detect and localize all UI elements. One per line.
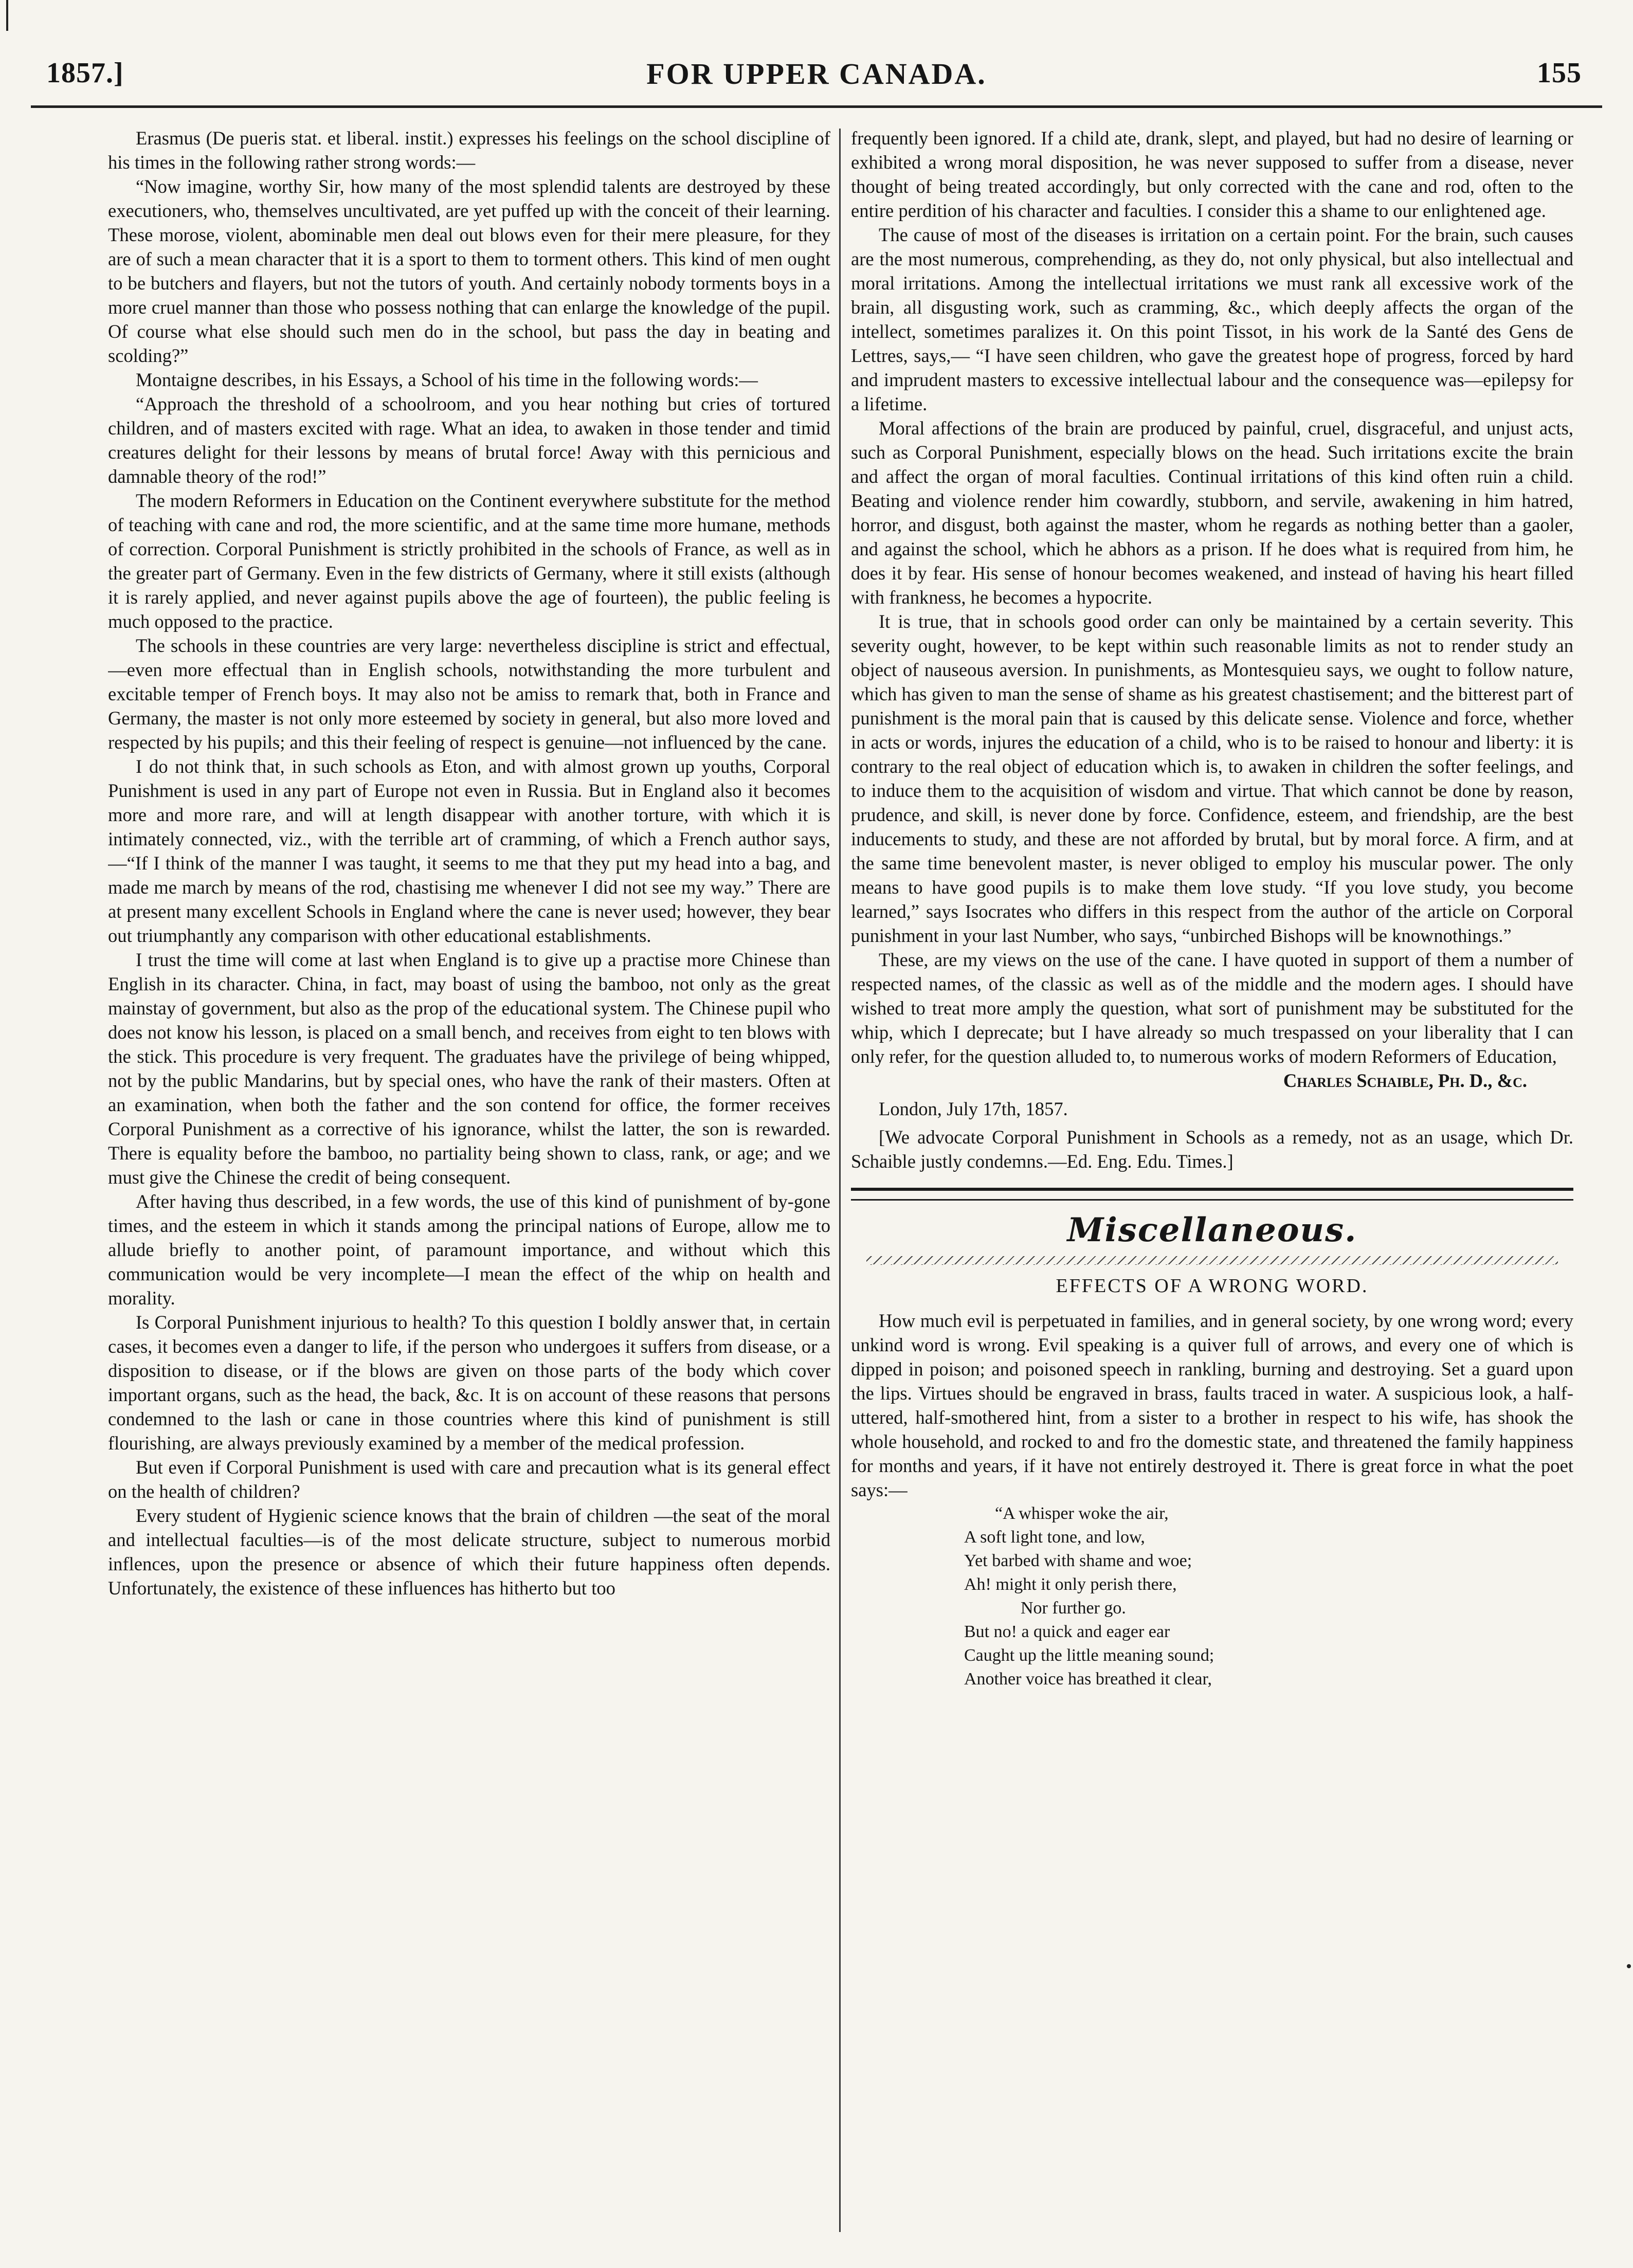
letter-dateline: London, July 17th, 1857. bbox=[879, 1098, 1068, 1119]
poem-line: “A whisper woke the air, bbox=[995, 1504, 1169, 1523]
paragraph: “Now imagine, worthy Sir, how many of the most splendid talents are destroyed by these executioners, who, themselves uncultivated, are yet puffed up with the conceit of their learning. These morose, violent, abominable men deal out blows even for their mere pleasure, for they are of such a mean character that it is a sport to them to torment others. This kind of men ought to be butchers and flayers, but not the tutors of youth. And certainly nobody torments boys in a more cruel manner than those who possess nothing that can enlarge the knowledge of the pupil. Of course what else should such men do in the school, but pass the day in beating and scolding?” bbox=[108, 176, 830, 366]
paragraph: frequently been ignored. If a child ate, drank, slept, and played, but had no desire of learning or exhibited a wrong moral disposition, he was never supposed to suffer from a disease, never thought of being treated accordingly, but only corrected with the cane and rod, often to the entire perdition of his character and faculties. I consider this a shame to our enlightened age. bbox=[851, 128, 1573, 221]
paragraph: Montaigne describes, in his Essays, a School of his time in the following words:— bbox=[136, 369, 758, 390]
paragraph: “Approach the threshold of a schoolroom, and you hear nothing but cries of tortured children, and of masters excited with rage. What an idea, to awaken in those tender and timid creatures delight for their lessons by means of brutal force! Away with this pernicious and damnable theory of the rod!” bbox=[108, 393, 830, 487]
paragraph: After having thus described, in a few words, the use of this kind of punishment of by-gone times, and the esteem in which it stands among the principal nations of Europe, allow me to allude briefly to another point, of paramount importance, and without which this communication would be very incomplete—I mean the effect of the whip on health and morality. bbox=[108, 1191, 830, 1309]
poem-line: Caught up the little meaning sound; bbox=[964, 1646, 1214, 1665]
paragraph: The modern Reformers in Education on the Continent everywhere substitute for the method of teaching with cane and rod, the more scientific, and at the same time more humane, methods of correction. Corporal Punishment is strictly prohibited in the schools of France, as well as in the greater part of Germany. Even in the few districts of Germany, where it still exists (although it is rarely applied, and never against pupils above the age of fourteen), the public feeling is much opposed to the practice. bbox=[108, 490, 830, 632]
page-header bbox=[31, 47, 1602, 104]
poem-line: But no! a quick and eager ear bbox=[964, 1622, 1170, 1641]
header-year: 1857.] bbox=[46, 57, 124, 89]
poem-line: Yet barbed with shame and woe; bbox=[964, 1551, 1192, 1570]
poem-line: Nor further go. bbox=[1021, 1599, 1126, 1618]
header-rule bbox=[31, 105, 1602, 108]
poem-line: Ah! might it only perish there, bbox=[964, 1575, 1177, 1594]
poem bbox=[964, 1502, 1573, 1691]
page-number: 155 bbox=[1537, 57, 1582, 89]
paragraph: But even if Corporal Punishment is used with care and precaution what is its general effect on the health of children? bbox=[108, 1457, 830, 1502]
poem-line: Another voice has breathed it clear, bbox=[964, 1670, 1212, 1689]
paragraph: The schools in these countries are very large: nevertheless discipline is strict and effectual,—even more effectual than in English schools, notwithstanding the more turbulent and excitable temper of French boys. It may also not be amiss to remark that, both in France and Germany, the master is not only more esteemed by society in general, but also more loved and respected by his pupils; and this their feeling of respect is genuine—not influenced by the cane. bbox=[108, 635, 830, 753]
section-rule bbox=[851, 1188, 1573, 1201]
paragraph: Is Corporal Punishment injurious to health? To this question I boldly answer that, in certain cases, it becomes even a danger to life, if the person who undergoes it suffers from disease, or a disposition to disease, or if the blows are given on those parts of the body which cover important organs, such as the head, the back, &c. It is on account of these reasons that persons condemned to the lash or cane in those countries where this kind of punishment is still flourishing, are always previously examined by a member of the medical profession. bbox=[108, 1312, 830, 1454]
right-column bbox=[851, 126, 1573, 2232]
margin-mark bbox=[6, 0, 8, 31]
column-divider bbox=[839, 129, 841, 2232]
paragraph: Moral affections of the brain are produced by painful, cruel, disgraceful, and unjust acts, such as Corporal Punishment, especially blows on the head. Such irritations excite the brain and affect the organ of moral faculties. Continual irritations of this kind often ruin a child. Beating and violence render him cowardly, stubborn, and servile, awakening in him hatred, horror, and disgust, both against the master, whom he regards as nothing better than a gaoler, and against the school, which he abhors as a prison. If he does what is required from him, he does it by fear. His sense of honour becomes weakened, and instead of having his heart filled with frankness, he becomes a hypocrite. bbox=[851, 418, 1573, 608]
paragraph: I trust the time will come at last when England is to give up a practise more Chinese than English in its character. China, in fact, may boast of using the bamboo, not only as the great mainstay of government, but also as the prop of the educational system. The Chinese pupil who does not know his lesson, is placed on a small bench, and receives from eight to ten blows with the stick. This procedure is very frequent. The graduates have the privilege of being whipped, not by the public Mandarins, but by special ones, who have the rank of their masters. Often at an examination, when both the father and the son contend for office, the former receives Corporal Punishment as a corrective of his ignorance, whilst the latter, the son is rewarded. There is equality before the bamboo, no partiality being shown to class, rank, or age; and we must give the Chinese the credit of being consequent. bbox=[108, 949, 830, 1188]
margin-dot bbox=[1627, 1964, 1631, 1968]
paragraph: It is true, that in schools good order can only be maintained by a certain severity. This severity ought, however, to be kept within such reasonable limits as not to render study an object of nauseous aversion. In punishments, as Montesquieu says, we ought to follow nature, which has given to man the sense of shame as his greatest chastisement; and the bitterest part of punishment is the moral pain that is caused by this delicate sense. Violence and force, whether in acts or words, injures the education of a child, who is to be raised to honour and liberty: it is contrary to the real object of education which is, to awaken in children the softer feelings, and to induce them to the acquisition of wisdom and virtue. That which cannot be done by reason, prudence, and skill, is never done by force. Confidence, esteem, and friendship, are the best inducements to study, and these are not afforded by brutal, but by moral force. A firm, and at the same time benevolent master, is never obliged to employ his muscular power. The only means to have good pupils is to make them love study. “If you love study, you become learned,” says Isocrates who differs in this respect from the author of the article on Corporal punishment in your last Number, who says, “unbirched Bishops will be knownothings.” bbox=[851, 611, 1573, 946]
paragraph: The cause of most of the diseases is irritation on a certain point. For the brain, such causes are the most numerous, comprehending, as they do, not only physical, but also intellectual and moral irritations. Among the intellectual irritations we must rank all excessive work of the brain, all disgusting work, such as cramming, &c., which deeply affects the organ of the intellect, sometimes paralizes it. On this point Tissot, in his work de la Santé des Gens de Lettres, says,— “I have seen children, who gave the greatest hope of progress, forced by hard and imprudent masters to excessive intellectual labour and the consequence was—epilepsy for a lifetime. bbox=[851, 224, 1573, 414]
editor-note: [We advocate Corporal Punishment in Schools as a remedy, not as an usage, which Dr. Schaible justly condemns.—Ed. Eng. Edu. Times.] bbox=[851, 1127, 1573, 1172]
letter-signature: Charles Schaible, Ph. D., &c. bbox=[1283, 1070, 1527, 1091]
left-column bbox=[108, 126, 830, 2232]
paragraph: These, are my views on the use of the cane. I have quoted in support of them a number of respected names, of the classic as well as of the middle and the modern ages. I should have wished to treat more amply the question, what sort of punishment may be substituted for the whip, which I deprecate; but I have already so much trespassed on your liberality that I can only refer, for the question alluded to, to numerous works of modern Reformers of Education, bbox=[851, 949, 1573, 1067]
article-title: EFFECTS OF A WRONG WORD. bbox=[1056, 1275, 1369, 1297]
poem-line: A soft light tone, and low, bbox=[964, 1528, 1145, 1547]
paragraph: I do not think that, in such schools as Eton, and with almost grown up youths, Corporal Punishment is used in any part of Europe not even in Russia. But in England also it becomes more and more rare, and will at length disappear with another torture, with which it is intimately connected, viz., with the terrible art of cramming, of which a French author says,—“If I think of the manner I was taught, it seems to me that they put my head into a bag, and made me march by means of the rod, chastising me whenever I did not see my way.” There are at present many excellent Schools in England where the cane is never used; however, they bear out triumphantly any comparison with other educational establishments. bbox=[108, 756, 830, 946]
paragraph: Every student of Hygienic science knows that the brain of children —the seat of the moral and intellectual faculties—is of the most delicate structure, subject to numerous morbid inflences, upon the presence or absence of which their future happiness often depends. Unfortunately, the existence of these influences has hitherto but too bbox=[108, 1505, 830, 1599]
article-body: How much evil is perpetuated in families, and in general society, by one wrong word; every unkind word is wrong. Evil speaking is a quiver full of arrows, and every one of which is dipped in poison; and poisoned speech in rankling, burning and destroying. Set a guard upon the lips. Virtues should be engraved in brass, faults traced in water. A suspicious look, a half-uttered, half-smothered hint, from a sister to a brother in respect to his wife, has shook the whole household, and rocked to and fro the domestic state, and threatened the family happiness for months and years, if it have not entirely destroyed it. There is great force in what the poet says:— bbox=[851, 1310, 1573, 1500]
section-title: Miscellaneous. bbox=[1067, 1211, 1357, 1249]
header-title: FOR UPPER CANADA. bbox=[646, 57, 987, 90]
wavy-divider bbox=[866, 1256, 1558, 1265]
paragraph: Erasmus (De pueris stat. et liberal. instit.) expresses his feelings on the school discipline of his times in the following rather strong words:— bbox=[108, 128, 830, 173]
